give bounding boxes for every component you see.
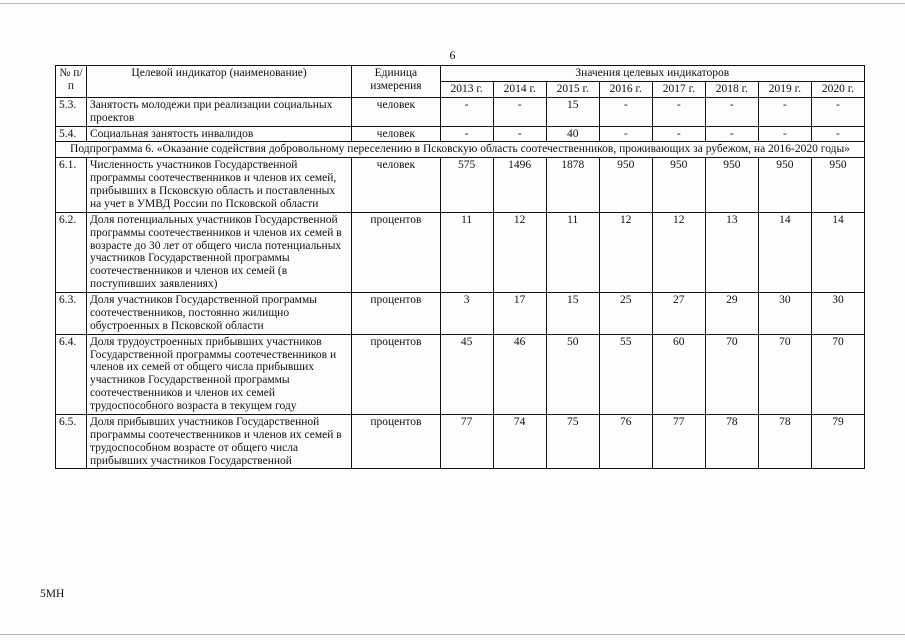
value-cell: 12 bbox=[652, 212, 705, 292]
unit-cell: процентов bbox=[352, 212, 440, 292]
value-cell: 77 bbox=[440, 414, 493, 469]
row-number: 6.3. bbox=[56, 293, 87, 335]
value-cell: 74 bbox=[493, 414, 546, 469]
indicator-name: Занятость молодежи при реализации социальных проектов bbox=[86, 97, 351, 126]
header-unit: Единица измерения bbox=[352, 66, 440, 98]
value-cell: 27 bbox=[652, 293, 705, 335]
value-cell: - bbox=[705, 97, 758, 126]
value-cell: 950 bbox=[599, 158, 652, 213]
header-year: 2018 г. bbox=[705, 81, 758, 97]
row-number: 5.4. bbox=[56, 126, 87, 142]
value-cell: 12 bbox=[599, 212, 652, 292]
value-cell: 70 bbox=[705, 334, 758, 414]
subprogram-title: Подпрограмма 6. «Оказание содействия добровольному переселению в Псковскую область соотечественников, проживающих за рубежом, на 2016-2020 годы» bbox=[56, 142, 865, 158]
header-year: 2016 г. bbox=[599, 81, 652, 97]
value-cell: 950 bbox=[811, 158, 864, 213]
scan-border-bottom bbox=[0, 634, 905, 635]
value-cell: - bbox=[652, 97, 705, 126]
value-cell: 1496 bbox=[493, 158, 546, 213]
value-cell: 60 bbox=[652, 334, 705, 414]
value-cell: - bbox=[493, 126, 546, 142]
value-cell: - bbox=[599, 126, 652, 142]
header-year: 2013 г. bbox=[440, 81, 493, 97]
value-cell: 45 bbox=[440, 334, 493, 414]
subprogram-row bbox=[56, 142, 865, 158]
row-number: 5.3. bbox=[56, 97, 87, 126]
value-cell: 46 bbox=[493, 334, 546, 414]
value-cell: - bbox=[493, 97, 546, 126]
value-cell: 13 bbox=[705, 212, 758, 292]
indicator-name: Доля прибывших участников Государственной программы соотечественников и членов их семей в трудоспособном возрасте от общего числа прибывших участников Государственной bbox=[86, 414, 351, 469]
header-year: 2017 г. bbox=[652, 81, 705, 97]
value-cell: 14 bbox=[758, 212, 811, 292]
row-number: 6.4. bbox=[56, 334, 87, 414]
page-number: 6 bbox=[449, 48, 456, 62]
value-cell: 70 bbox=[811, 334, 864, 414]
unit-cell: процентов bbox=[352, 334, 440, 414]
value-cell: 30 bbox=[758, 293, 811, 335]
row-number: 6.1. bbox=[56, 158, 87, 213]
value-cell: 15 bbox=[546, 293, 599, 335]
value-cell: - bbox=[599, 97, 652, 126]
value-cell: 76 bbox=[599, 414, 652, 469]
value-cell: 950 bbox=[705, 158, 758, 213]
indicator-name: Социальная занятость инвалидов bbox=[86, 126, 351, 142]
row-number: 6.5. bbox=[56, 414, 87, 469]
value-cell: 950 bbox=[758, 158, 811, 213]
header-indicator-name: Целевой индикатор (наименование) bbox=[86, 66, 351, 98]
scan-border-top bbox=[0, 3, 905, 4]
value-cell: - bbox=[811, 126, 864, 142]
header-values-group: Значения целевых индикаторов bbox=[440, 66, 864, 82]
footer-code: 5МН bbox=[40, 588, 65, 600]
value-cell: 79 bbox=[811, 414, 864, 469]
table-row bbox=[56, 158, 865, 213]
indicator-name: Доля трудоустроенных прибывших участников Государственной программы соотечественников и членов их семей от общего числа прибывших участников Государственной программы соотечественников и членов их семей трудоспособного возраста в текущем году bbox=[86, 334, 351, 414]
value-cell: 11 bbox=[546, 212, 599, 292]
value-cell: 70 bbox=[758, 334, 811, 414]
value-cell: 1878 bbox=[546, 158, 599, 213]
header-year: 2014 г. bbox=[493, 81, 546, 97]
value-cell: 14 bbox=[811, 212, 864, 292]
header-year: 2019 г. bbox=[758, 81, 811, 97]
value-cell: 78 bbox=[705, 414, 758, 469]
header-no: № п/п bbox=[56, 66, 87, 98]
value-cell: 12 bbox=[493, 212, 546, 292]
row-number: 6.2. bbox=[56, 212, 87, 292]
value-cell: 3 bbox=[440, 293, 493, 335]
value-cell: - bbox=[758, 97, 811, 126]
value-cell: 17 bbox=[493, 293, 546, 335]
value-cell: - bbox=[758, 126, 811, 142]
table-row bbox=[56, 414, 865, 469]
indicators-table bbox=[55, 65, 865, 469]
unit-cell: человек bbox=[352, 158, 440, 213]
value-cell: 77 bbox=[652, 414, 705, 469]
value-cell: 575 bbox=[440, 158, 493, 213]
value-cell: - bbox=[440, 97, 493, 126]
value-cell: 15 bbox=[546, 97, 599, 126]
table-row bbox=[56, 212, 865, 292]
header-year: 2015 г. bbox=[546, 81, 599, 97]
indicator-name: Доля потенциальных участников Государственной программы соотечественников и членов их семей в возрасте до 30 лет от общего числа потенциальных участников Государственной программы соотечественников и членов их семей (в поступивших заявлениях) bbox=[86, 212, 351, 292]
value-cell: 78 bbox=[758, 414, 811, 469]
unit-cell: человек bbox=[352, 126, 440, 142]
value-cell: 30 bbox=[811, 293, 864, 335]
header-year: 2020 г. bbox=[811, 81, 864, 97]
unit-cell: процентов bbox=[352, 414, 440, 469]
value-cell: - bbox=[705, 126, 758, 142]
value-cell: 29 bbox=[705, 293, 758, 335]
table-row bbox=[56, 334, 865, 414]
value-cell: 11 bbox=[440, 212, 493, 292]
indicator-name: Доля участников Государственной программы соотечественников, постоянно жилищно обустроенных в Псковской области bbox=[86, 293, 351, 335]
value-cell: 25 bbox=[599, 293, 652, 335]
value-cell: - bbox=[652, 126, 705, 142]
value-cell: 75 bbox=[546, 414, 599, 469]
value-cell: 950 bbox=[652, 158, 705, 213]
value-cell: - bbox=[440, 126, 493, 142]
table-row bbox=[56, 293, 865, 335]
table-row bbox=[56, 97, 865, 126]
value-cell: - bbox=[811, 97, 864, 126]
value-cell: 55 bbox=[599, 334, 652, 414]
header-row-1 bbox=[56, 66, 865, 82]
indicator-name: Численность участников Государственной программы соотечественников и членов их семей, прибывших в Псковскую область и поставленных на учет в УМВД России по Псковской области bbox=[86, 158, 351, 213]
unit-cell: процентов bbox=[352, 293, 440, 335]
unit-cell: человек bbox=[352, 97, 440, 126]
value-cell: 40 bbox=[546, 126, 599, 142]
value-cell: 50 bbox=[546, 334, 599, 414]
table-row bbox=[56, 126, 865, 142]
